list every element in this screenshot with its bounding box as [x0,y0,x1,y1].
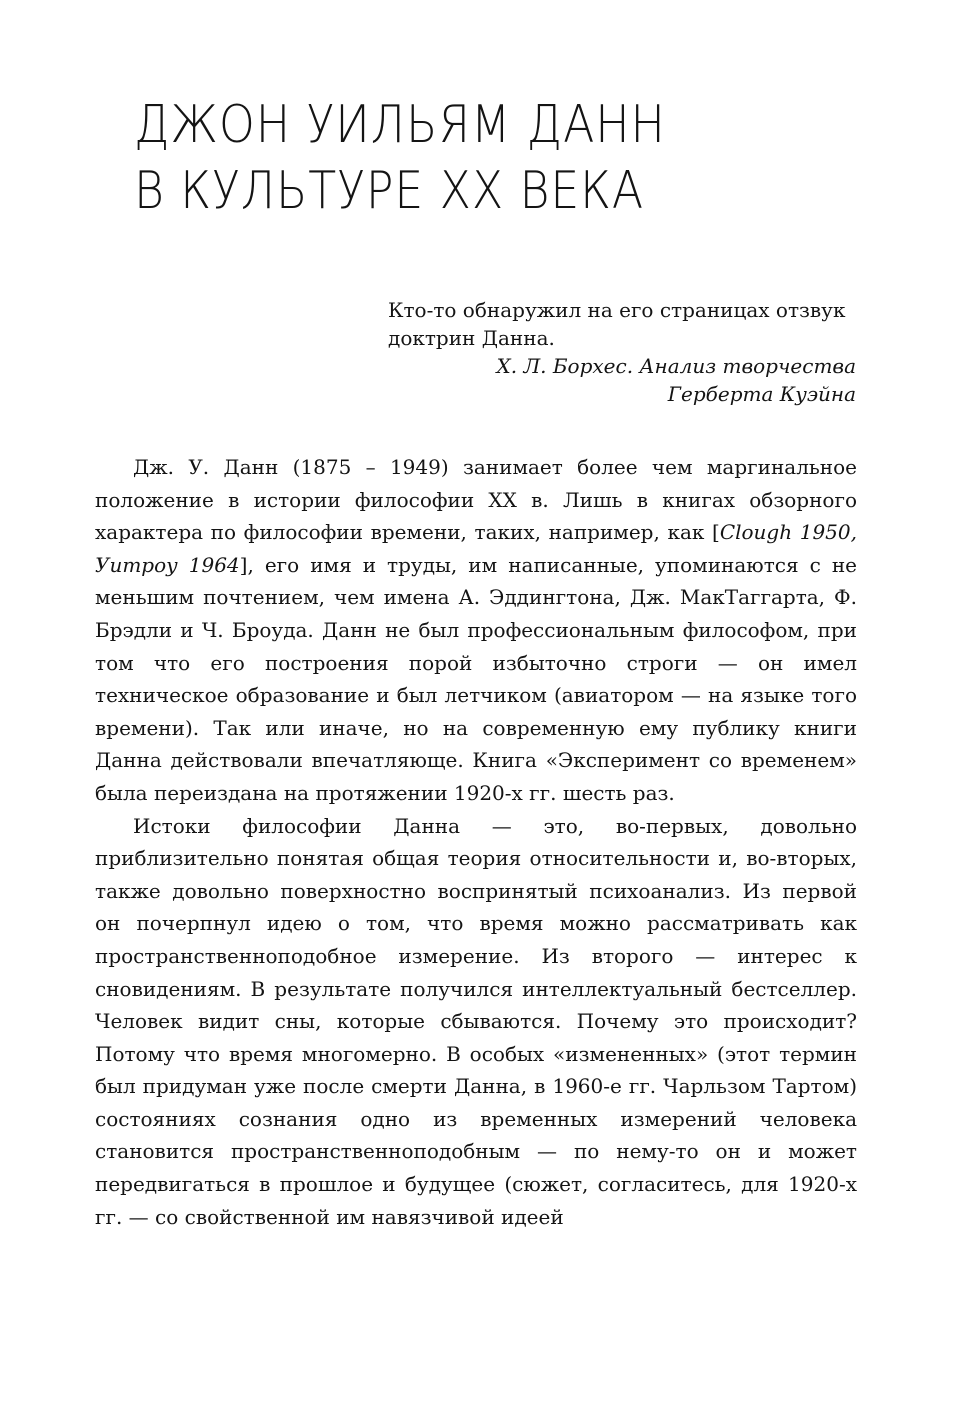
epigraph-source-line-1: Х. Л. Борхес. Анализ творчества [496,354,856,378]
chapter-title [134,92,750,224]
epigraph-source-line-2: Герберта Куэйна [667,382,856,406]
paragraph-1 [95,451,857,810]
paragraph-1-text-end: ], его имя и труды, им написанные, упоминаются с не меньшим почтением, чем имена А. Эддингтона, Дж. МакТаггарта, Ф. Брэдли и Ч. Броуда. Данн не был профессиональным философом, при том что его построения порой избыточно строги — он имел техническое образование и был летчиком (авиатором — на языке того времени). Так или иначе, но на современную ему публику книги Данна действовали впечатляюще. Книга «Эксперимент со временем» была переиздана на протяжении 1920-х гг. шесть раз. [95,552,857,805]
paragraph-1-text-start: Дж. У. Данн (1875 – 1949) занимает более чем маргинальное положение в истории философии XX в. Лишь в книгах обзорного характера по философии времени, таких, например, как [ [95,455,857,545]
epigraph [388,296,856,408]
citation-reference: Clough 1950, Уитроу 1964 [95,520,857,577]
epigraph-quote: Кто-то обнаружил на его страницах отзвук доктрин Данна. [388,298,846,350]
chapter-title-line-2: В КУЛЬТУРЕ XX ВЕКА [134,161,645,221]
paragraph-2: Истоки философии Данна — это, во-первых, довольно приблизительно понятая общая теория относительности и, во-вторых, также довольно поверхностно воспринятый психоанализ. Из первой он почерпнул идею о том, что время можно рассматривать как пространственноподобное измерение. Из второго — интерес к сновидениям. В результате получился интеллектуальный бестселлер. Человек видит сны, которые сбываются. Почему это происходит? Потому что время многомерно. В особых «измененных» (этот термин был придуман уже после смерти Данна, в 1960-е гг. Чарльзом Тартом) состояниях сознания одно из временных измерений человека становится пространственноподобным — по нему-то он и может передвигаться в прошлое и будущее (сюжет, согласитесь, для 1920-х гг. — со свойственной им навязчивой идеей [95,813,857,1229]
main-text [95,451,857,1233]
chapter-title-line-1: ДЖОН УИЛЬЯМ ДАНН [134,95,666,155]
epigraph-attribution [388,352,856,408]
